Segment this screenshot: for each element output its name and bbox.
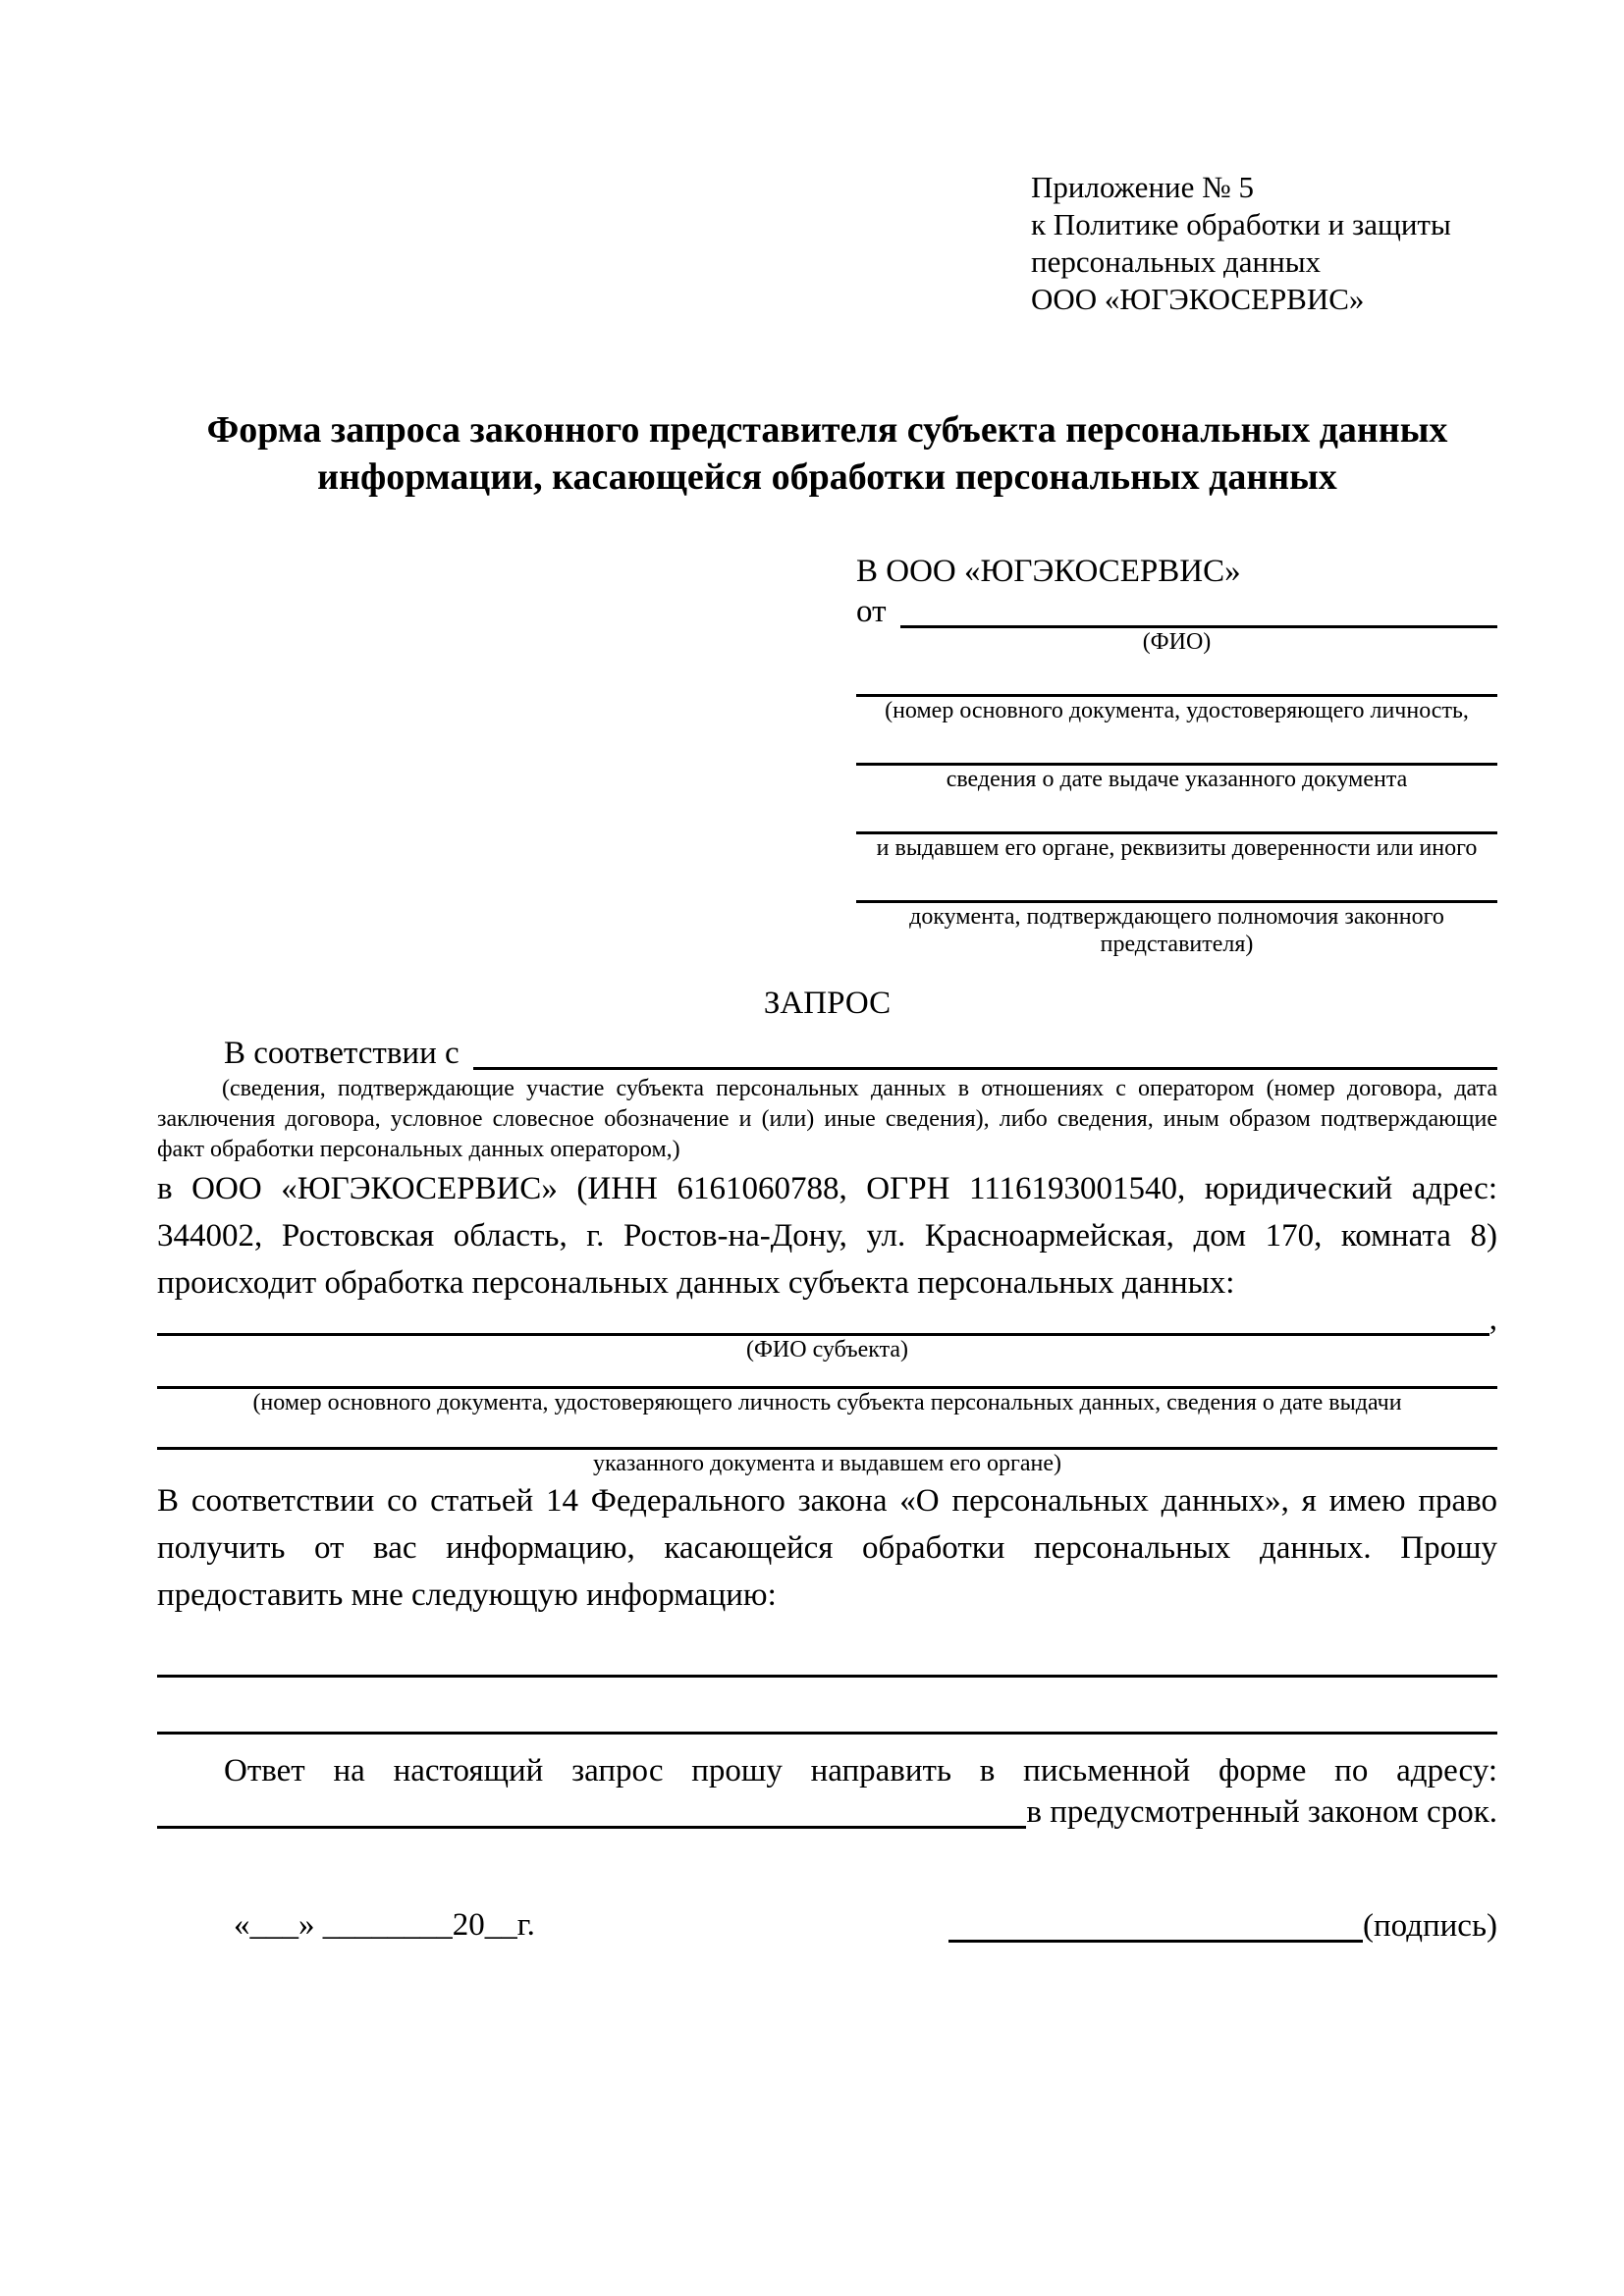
reply-tail: в предусмотренный законом срок. bbox=[1026, 1794, 1497, 1830]
addressee-company: В ООО «ЮГЭКОСЕРВИС» bbox=[856, 554, 1241, 589]
subject-doc-issuer-field[interactable] bbox=[157, 1416, 1497, 1450]
subject-doc-caption-bottom: указанного документа и выдавшем его органе) bbox=[592, 1451, 1062, 1476]
representative-doc-number-field[interactable] bbox=[856, 656, 1497, 697]
appendix-line: персональных данных bbox=[1031, 244, 1322, 279]
reply-paragraph: Ответ на настоящий запрос прошу направить в письменной форме по адресу: bbox=[224, 1753, 1497, 1789]
appendix-line: к Политике обработки и защиты bbox=[1031, 207, 1451, 241]
addressee-block bbox=[856, 550, 1497, 958]
page-title: Форма запроса законного представителя субъекта персональных данных информации, касающейся обработки персональных данных bbox=[206, 409, 1448, 498]
appendix-header bbox=[1031, 169, 1497, 318]
subject-fio-caption: (ФИО субъекта) bbox=[745, 1337, 909, 1362]
doc-issue-date-field[interactable] bbox=[856, 724, 1497, 766]
signature-field[interactable] bbox=[948, 1913, 1363, 1943]
reply-address-field[interactable] bbox=[157, 1826, 1026, 1829]
intro-caption: (сведения, подтверждающие участие субъекта персональных данных в отношениях с оператором (номер договора, дата заключения договора, условное словесное обозначение и (или) иные сведения), либо сведения, иным образом подтверждающие факт обработки персональных данных оператором,) bbox=[157, 1076, 1497, 1162]
subject-line-row bbox=[157, 1302, 1497, 1337]
request-heading: ЗАПРОС bbox=[763, 986, 892, 1021]
from-label: от bbox=[856, 594, 887, 629]
doc-caption: (номер основного документа, удостоверяющего личность, bbox=[885, 698, 1469, 723]
subject-doc-caption-top: (номер основного документа, удостоверяющего личность субъекта персональных данных, сведения о дате выдачи bbox=[252, 1390, 1402, 1415]
doc-caption: и выдавшем его органе, реквизиты доверенности или иного bbox=[876, 835, 1478, 861]
intro-row bbox=[157, 1025, 1497, 1070]
doc-caption: документа, подтверждающего полномочия законного представителя) bbox=[909, 904, 1444, 957]
date-field[interactable]: «___» ________20__г. bbox=[234, 1907, 535, 1943]
appendix-line: Приложение № 5 bbox=[1031, 170, 1254, 204]
footer-row bbox=[157, 1907, 1497, 1943]
reply-address-row bbox=[157, 1793, 1497, 1829]
requested-info-field-1[interactable] bbox=[157, 1638, 1497, 1678]
subject-line-comma: , bbox=[1489, 1302, 1497, 1337]
intro-label: В соответствии с bbox=[224, 1036, 460, 1071]
relation-evidence-field[interactable] bbox=[473, 1067, 1497, 1070]
law-paragraph: В соответствии со статьей 14 Федерального закона «О персональных данных», я имею право получить от вас информацию, касающейся обработки персональных данных. Прошу предоставить мне следующую информацию: bbox=[157, 1483, 1497, 1613]
requested-info-field-2[interactable] bbox=[157, 1697, 1497, 1735]
signature-group bbox=[948, 1909, 1497, 1943]
doc-issuer-field[interactable] bbox=[856, 793, 1497, 834]
appendix-line: ООО «ЮГЭКОСЕРВИС» bbox=[1031, 282, 1365, 316]
subject-doc-number-field[interactable] bbox=[157, 1363, 1497, 1389]
operator-paragraph: в ООО «ЮГЭКОСЕРВИС» (ИНН 6161060788, ОГРН 1116193001540, юридический адрес: 344002, Ростовская область, г. Ростов-на-Дону, ул. Красноармейская, дом 170, комната 8) происходит обработка персональных данных субъекта персональных данных: bbox=[157, 1171, 1497, 1301]
authority-doc-field[interactable] bbox=[856, 862, 1497, 903]
doc-caption: сведения о дате выдаче указанного документа bbox=[946, 767, 1408, 792]
from-row bbox=[856, 593, 1497, 628]
signature-caption: (подпись) bbox=[1363, 1908, 1497, 1944]
fio-caption: (ФИО) bbox=[1142, 629, 1212, 655]
